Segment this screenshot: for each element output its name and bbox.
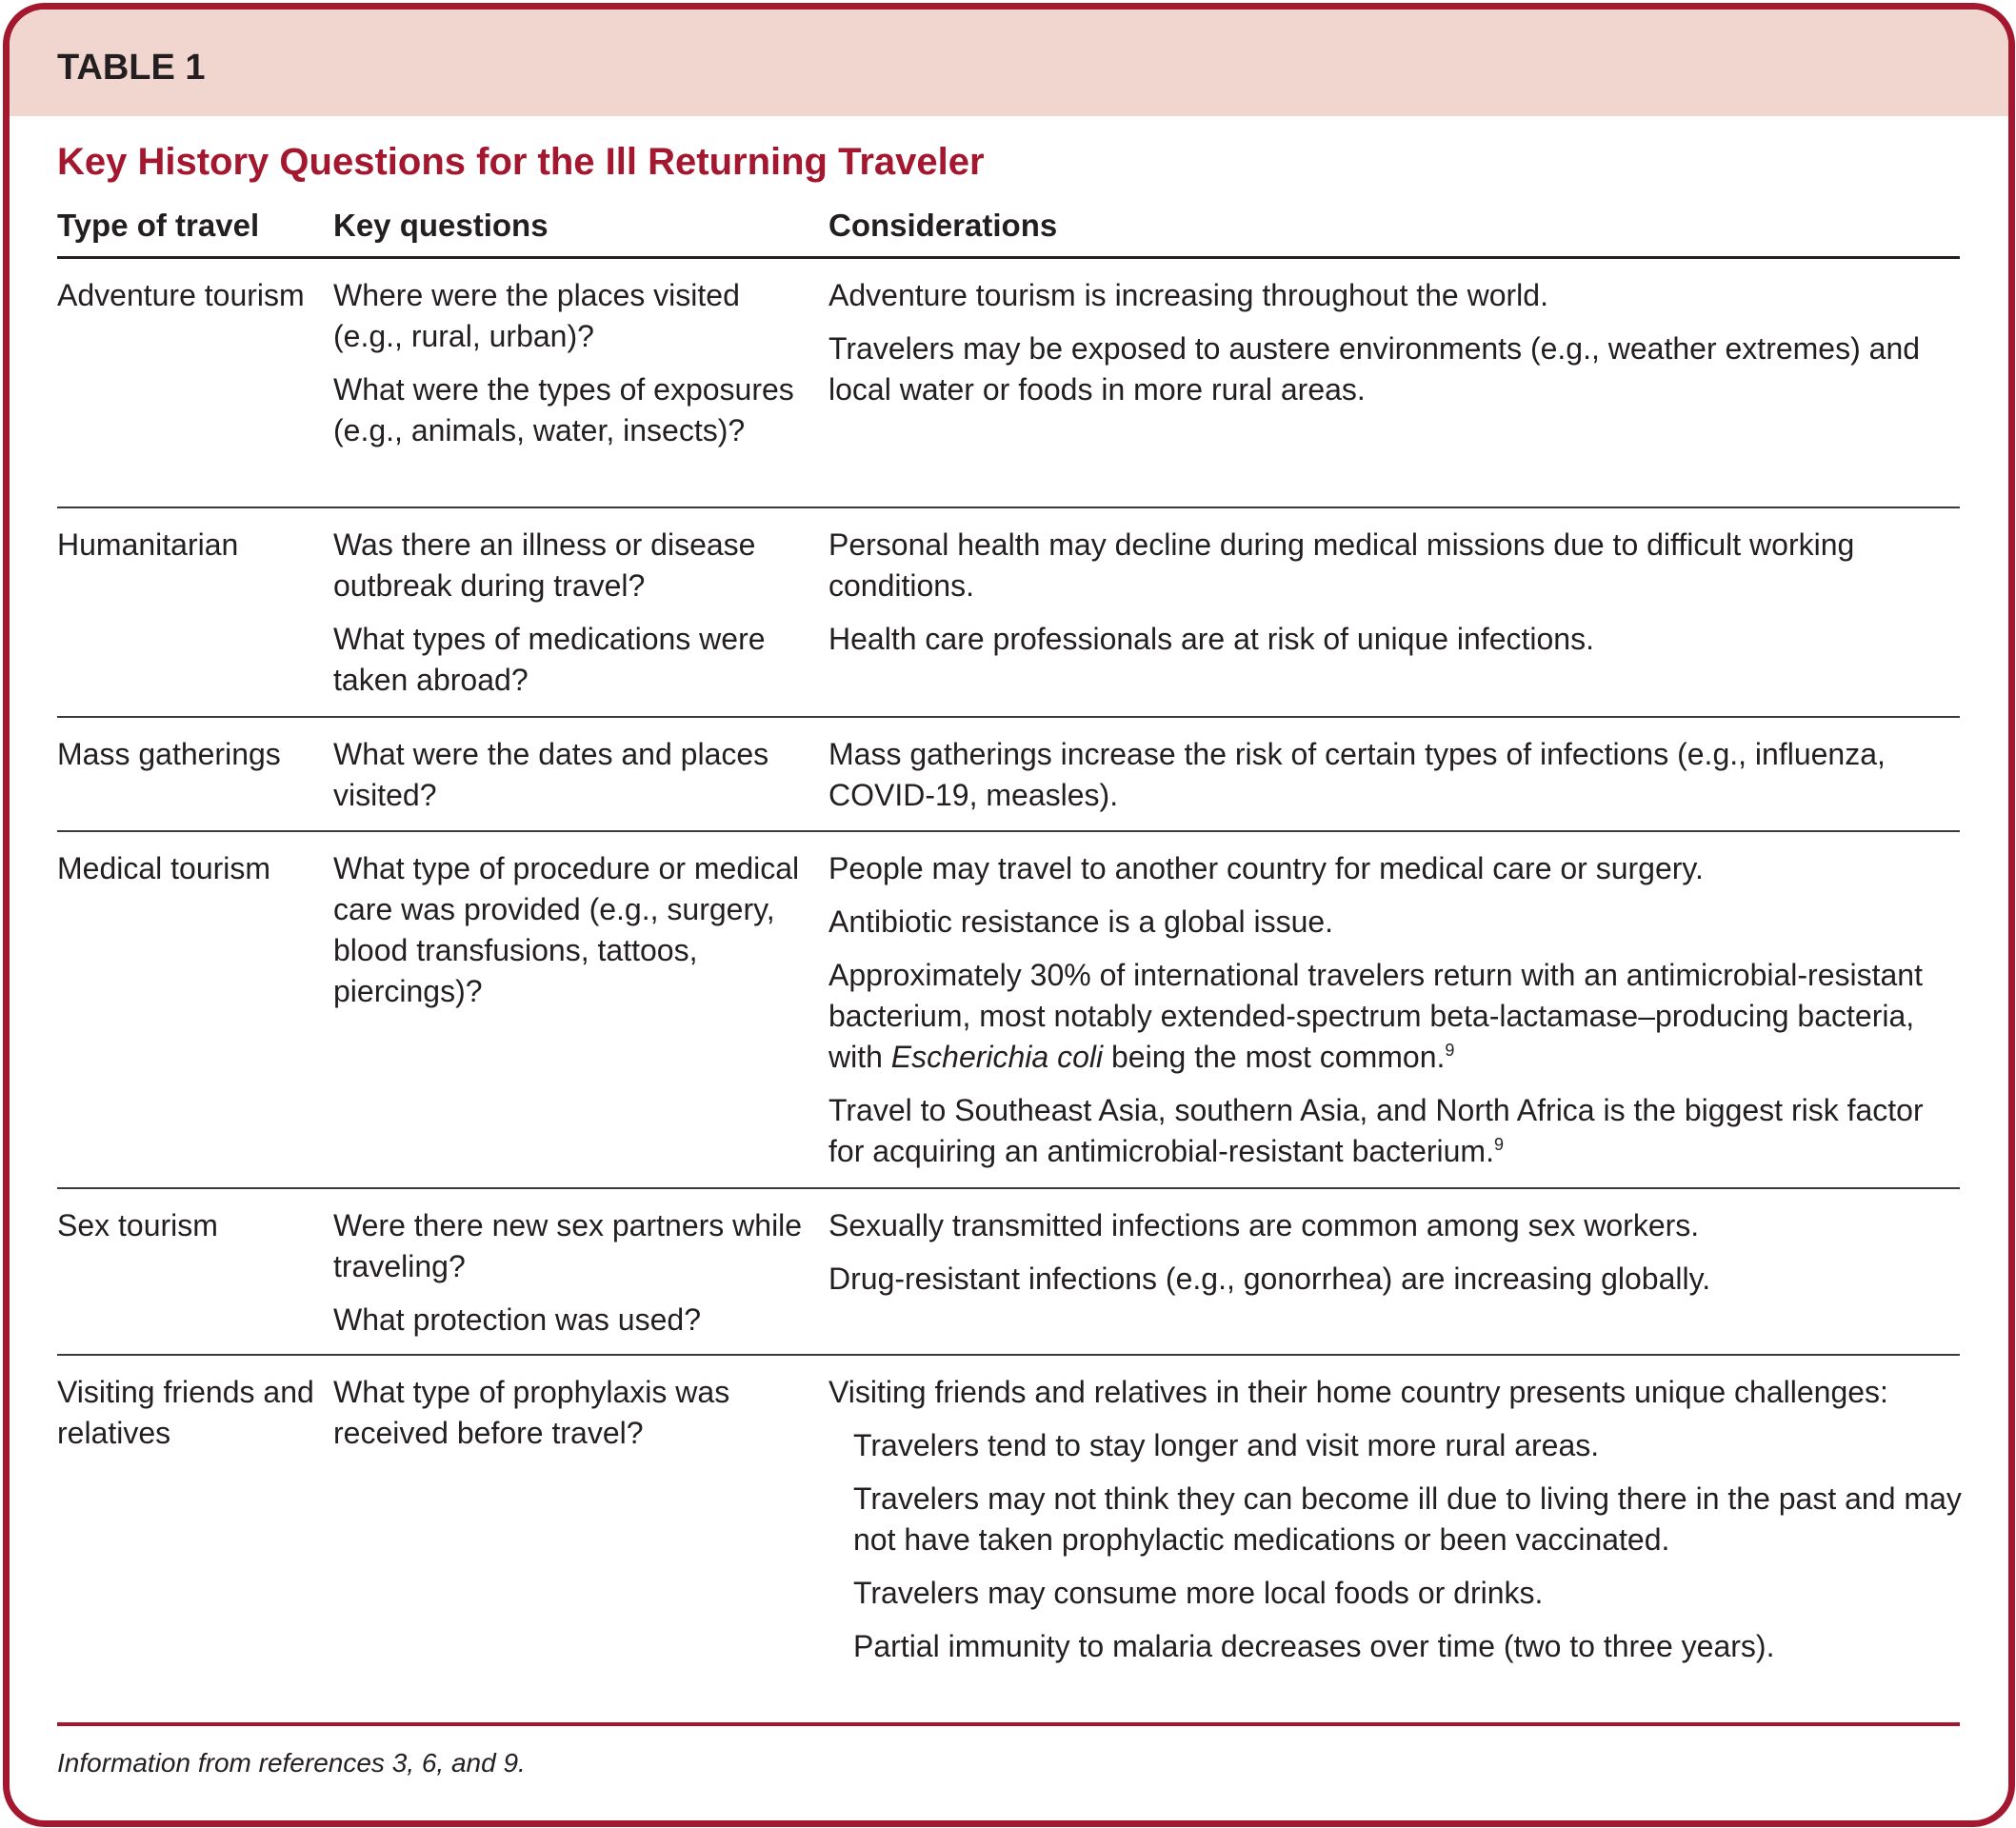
- question: What types of medications were taken abroad?: [333, 622, 766, 697]
- table-title: Key History Questions for the Ill Returning Traveler: [57, 141, 985, 183]
- row-divider: [57, 830, 1960, 832]
- cell-type: Sex tourism: [57, 1208, 218, 1242]
- cell-considerations: [828, 275, 1962, 423]
- column-header-questions: Key questions: [333, 208, 549, 243]
- consideration: People may travel to another country for medical care or surgery.: [828, 851, 1704, 885]
- row-divider: [57, 507, 1960, 508]
- consideration: Drug-resistant infections (e.g., gonorrhea) are increasing globally.: [828, 1262, 1711, 1296]
- cell-considerations: [828, 734, 1962, 828]
- consideration: Travelers may be exposed to austere environments (e.g., weather extremes) and local water or foods in more rural areas.: [828, 331, 1921, 407]
- column-header-considerations: Considerations: [828, 208, 1058, 243]
- question: Where were the places visited (e.g., rural, urban)?: [333, 278, 740, 353]
- consideration: Antibiotic resistance is a global issue.: [828, 904, 1334, 939]
- cell-questions: [333, 525, 809, 713]
- consideration-subitem: Travelers may not think they can become ill due to living there in the past and may not have taken prophylactic medications or been vaccinated.: [853, 1481, 1962, 1557]
- question: Was there an illness or disease outbreak during travel?: [333, 527, 756, 603]
- consideration: Adventure tourism is increasing throughout the world.: [828, 278, 1548, 312]
- cell-considerations: [828, 848, 1962, 1184]
- question: What were the types of exposures (e.g., animals, water, insects)?: [333, 372, 794, 447]
- header-rule: [57, 256, 1960, 259]
- cell-type: Humanitarian: [57, 527, 239, 562]
- question: What type of prophylaxis was received before travel?: [333, 1375, 730, 1450]
- question: Were there new sex partners while traveling?: [333, 1208, 803, 1283]
- consideration: Health care professionals are at risk of unique infections.: [828, 622, 1594, 656]
- column-header-type: Type of travel: [57, 208, 260, 243]
- question: What type of procedure or medical care was provided (e.g., surgery, blood transfusions, tattoos, piercings)?: [333, 851, 800, 1008]
- consideration: Visiting friends and relatives in their home country presents unique challenges:: [828, 1375, 1888, 1409]
- question: What protection was used?: [333, 1302, 701, 1337]
- consideration-subitem: Partial immunity to malaria decreases over time (two to three years).: [853, 1629, 1775, 1663]
- cell-considerations: [828, 1372, 1962, 1679]
- cell-questions: [333, 1205, 809, 1353]
- table-footnote: Information from references 3, 6, and 9.: [57, 1748, 526, 1778]
- cell-type: Medical tourism: [57, 851, 271, 885]
- question: What were the dates and places visited?: [333, 737, 769, 812]
- consideration: [828, 955, 1962, 1078]
- cell-questions: [333, 275, 809, 464]
- table-label: TABLE 1: [57, 48, 206, 88]
- cell-type: Visiting friends and relatives: [57, 1375, 314, 1450]
- consideration: Sexually transmitted infections are common among sex workers.: [828, 1208, 1700, 1242]
- consideration-text: being the most common.: [1103, 1040, 1446, 1074]
- cell-questions: [333, 1372, 809, 1466]
- row-divider: [57, 1354, 1960, 1356]
- table-bottom-rule: [57, 1722, 1960, 1726]
- cell-type: Adventure tourism: [57, 278, 305, 312]
- cell-considerations: [828, 1205, 1962, 1312]
- row-divider: [57, 1187, 1960, 1189]
- cell-type: Mass gatherings: [57, 737, 281, 771]
- consideration: Mass gatherings increase the risk of certain types of infections (e.g., influenza, COVID-19, measles).: [828, 737, 1886, 812]
- consideration-subitem: Travelers tend to stay longer and visit more rural areas.: [853, 1428, 1600, 1462]
- consideration-text: Travel to Southeast Asia, southern Asia, and North Africa is the biggest risk factor for acquiring an antimicrobial-resistant bacterium.: [828, 1093, 1924, 1168]
- reference-superscript: 9: [1445, 1041, 1455, 1060]
- cell-questions: [333, 848, 809, 1024]
- table-frame: [3, 3, 2015, 1827]
- row-divider: [57, 716, 1960, 718]
- consideration: [828, 1090, 1962, 1172]
- cell-considerations: [828, 525, 1962, 672]
- cell-questions: [333, 734, 809, 828]
- reference-superscript: 9: [1493, 1135, 1504, 1154]
- table-header-band: [10, 10, 2008, 116]
- consideration-subitem: Travelers may consume more local foods or drinks.: [853, 1576, 1544, 1610]
- consideration: Personal health may decline during medical missions due to difficult working conditions.: [828, 527, 1855, 603]
- consideration-text: Approximately 30% of international travelers return with an antimicrobial-resistant bacterium, most notably extended-spectrum beta-lactamase–producing bacteria, with: [828, 958, 1923, 1074]
- organism-name: Escherichia coli: [890, 1040, 1104, 1074]
